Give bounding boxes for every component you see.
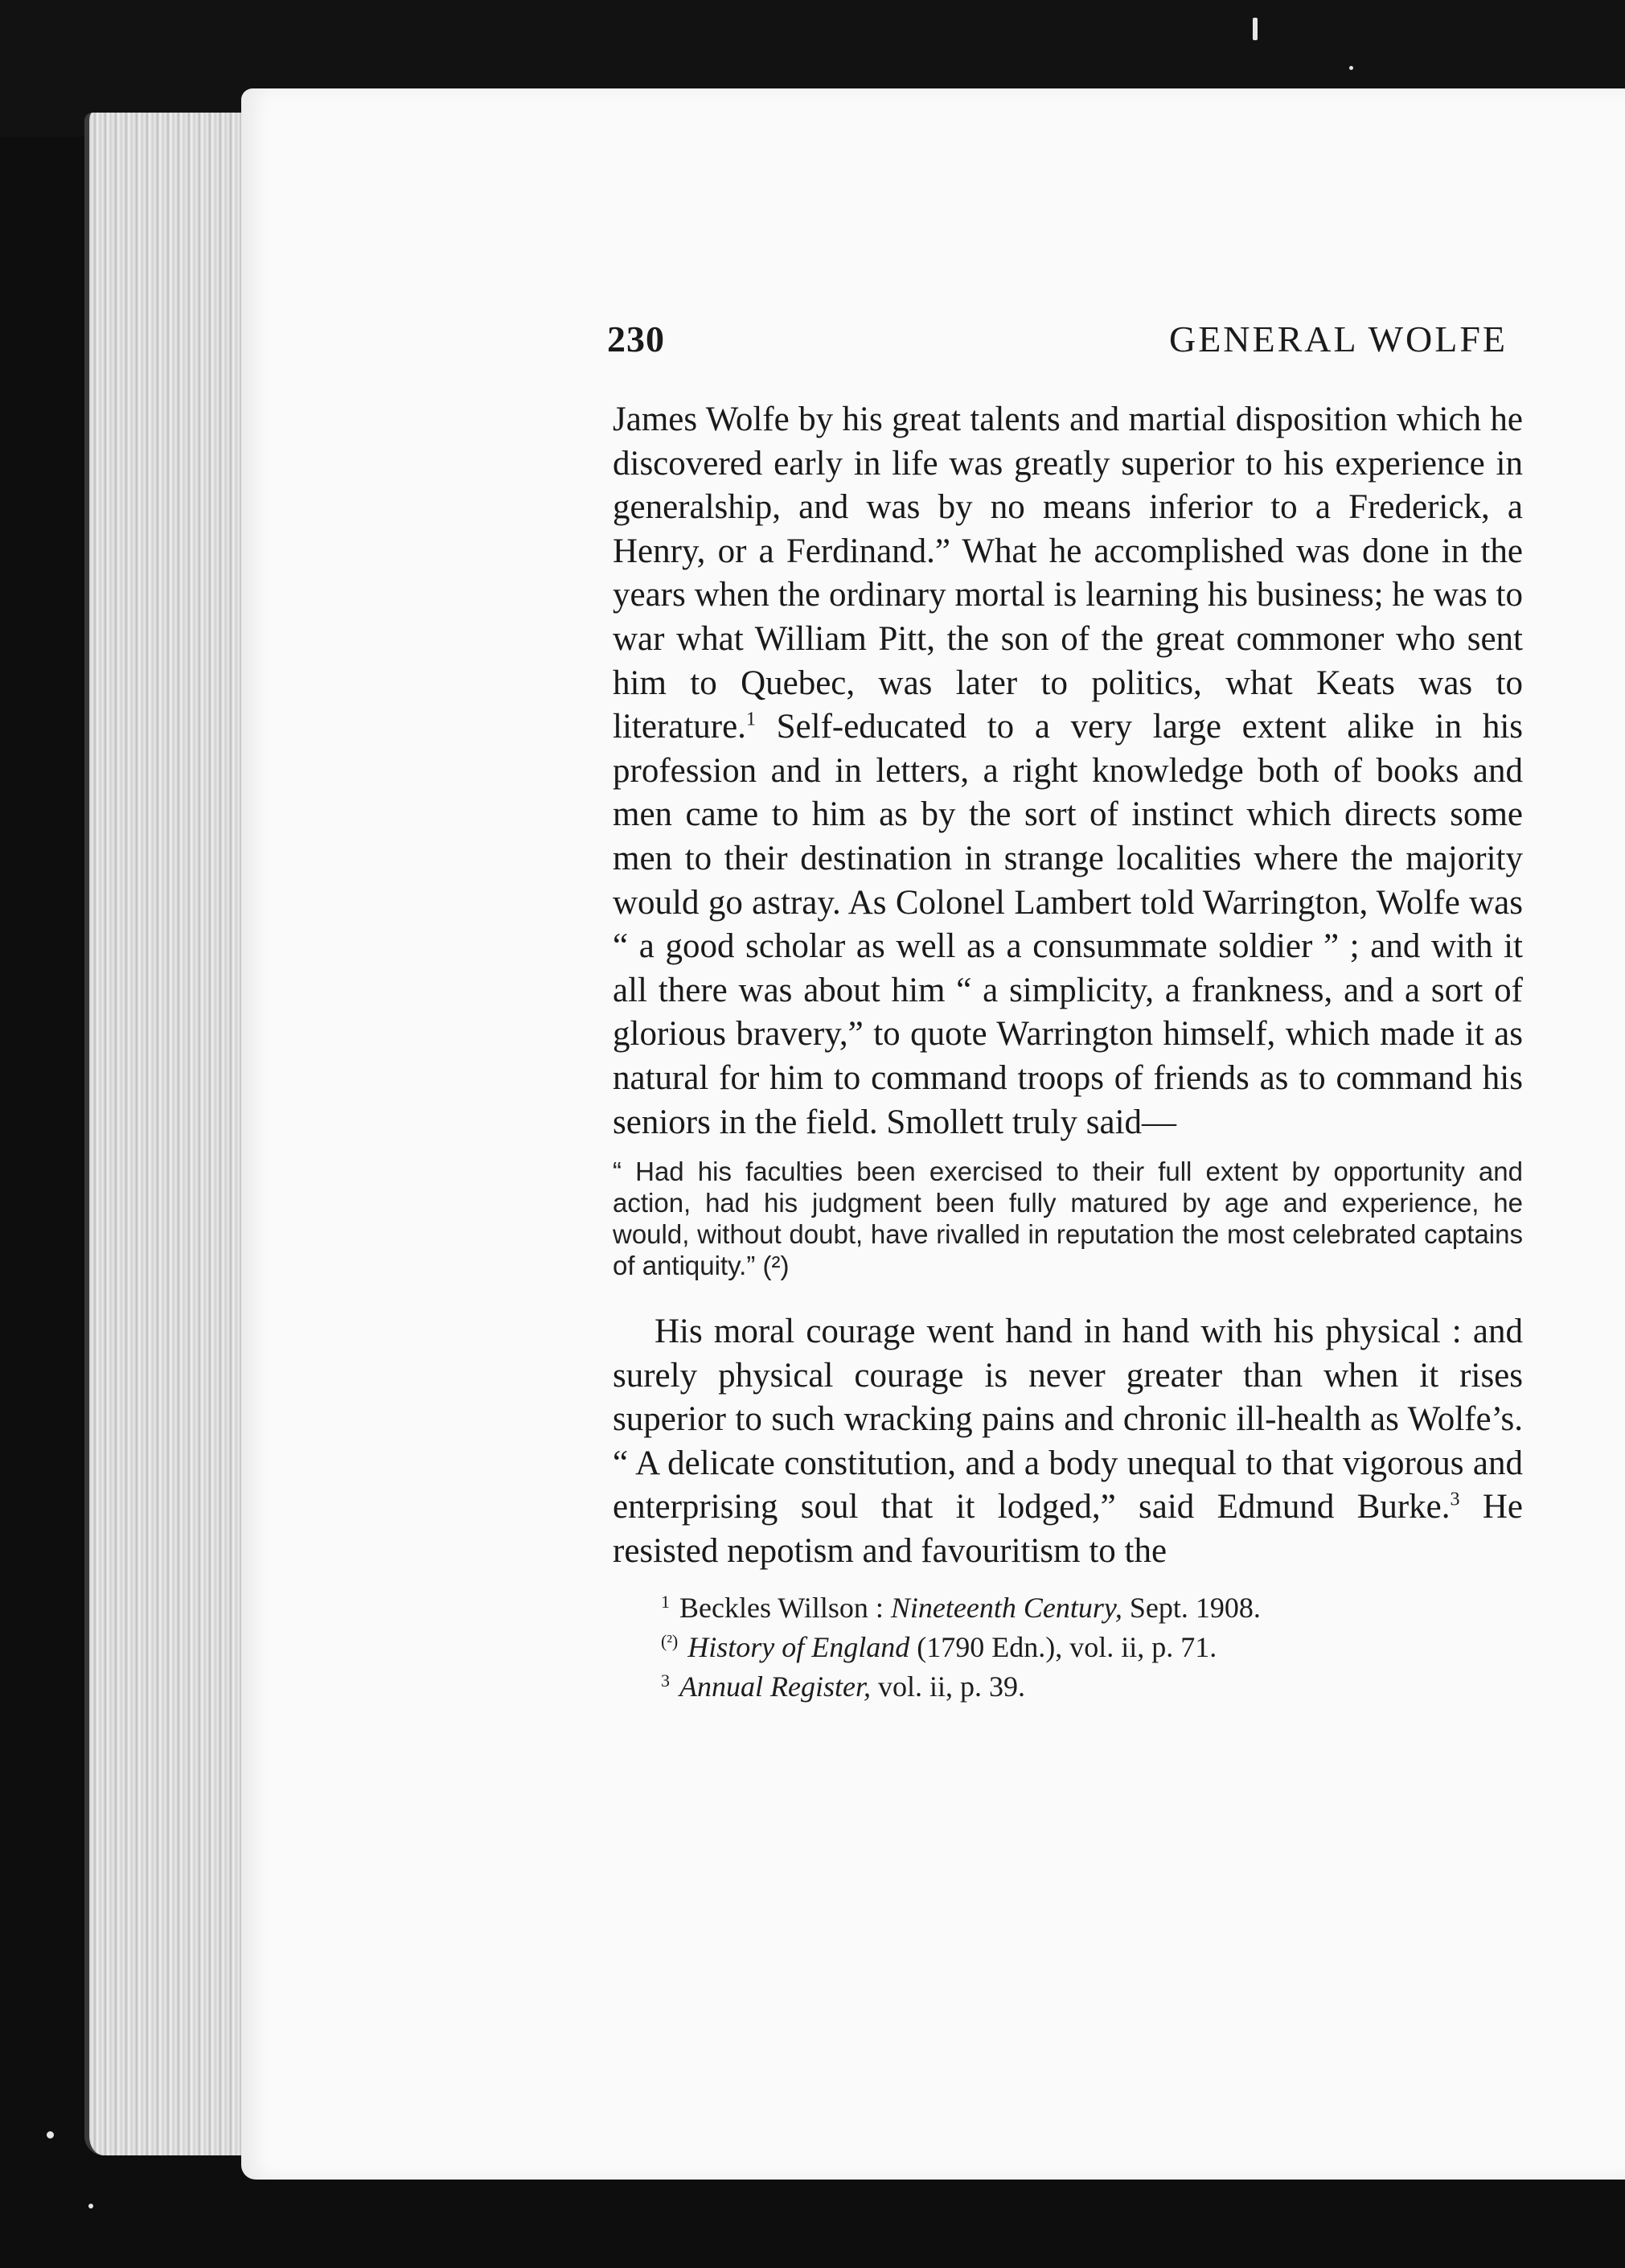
footnote-ref-1: 1 <box>745 709 756 730</box>
footnote-details: vol. ii, p. 39. <box>870 1670 1025 1703</box>
paragraph-1 <box>613 398 1523 1144</box>
paragraph-2-part-b: He resisted nepotism and favouritism to the <box>613 1488 1523 1571</box>
footnote-ref-3: 3 <box>1450 1489 1460 1511</box>
page-number: 230 <box>607 318 665 360</box>
scan-speck <box>47 2131 54 2139</box>
footnote-2 <box>661 1625 1523 1664</box>
footnote-details: (1790 Edn.), vol. ii, p. 71. <box>909 1630 1217 1663</box>
footnote-1 <box>661 1585 1523 1625</box>
footnote-3 <box>661 1664 1523 1703</box>
paragraph-1-part-a: James Wolfe by his great talents and martial disposition which he discovered early in life was greatly superior to his experience in generalship, and was by no means inferior to a Frederick, a Henry, or a Ferdinand.” What he accomplished was done in the years when the ordinary mortal is learning his business; he was to war what William Pitt, the son of the great commoner who sent him to Quebec, was later to politics, what Keats was to literature. <box>613 401 1523 746</box>
footnote-title: History of England <box>687 1630 910 1663</box>
footnote-details: Sept. 1908. <box>1122 1591 1261 1624</box>
footnote-title: Nineteenth Century, <box>890 1591 1122 1624</box>
running-title: GENERAL WOLFE <box>1168 318 1508 360</box>
text-block <box>613 398 1523 1703</box>
scan-speck <box>88 2204 93 2208</box>
block-quote <box>613 1156 1523 1281</box>
paragraph-1-part-b: Self-educated to a very large extent alike in his profession and in letters, a right knowledge both of books and men came to him as by the sort of instinct which directs some men to their destination in strange localities where the majority would go astray. As Colonel Lambert told Warrington, Wolfe was “ a good scholar as well as a consummate soldier ” ; and with it all there was about him “ a simplicity, a frankness, and a sort of glorious bravery,” to quote Warrington himself, which made it as natural for him to command troops of friends as to command his seniors in the field. Smollett truly said— <box>613 708 1523 1141</box>
paragraph-2-part-a: His moral courage went hand in hand with his physical : and surely physical courage is never greater than when it rises superior to such wracking pains and chronic ill-health as Wolfe’s. “ A delicate constitution, and a body unequal to that vigorous and enterprising soul that it lodged,” said Edmund Burke. <box>613 1313 1523 1526</box>
footnote-marker: (²) <box>661 1630 679 1651</box>
footnote-marker: 3 <box>661 1670 670 1691</box>
footnote-title: Annual Register, <box>679 1670 871 1703</box>
footnote-marker: 1 <box>661 1591 670 1612</box>
paragraph-2 <box>613 1310 1523 1574</box>
scan-speck <box>1253 18 1258 40</box>
block-quote-text: “ Had his faculties been exercised to their full extent by opportunity and action, had his judgment been fully matured by age and experience, he would, without doubt, have rivalled in reputation the most celebrated captains of antiquity.” <box>613 1157 1523 1281</box>
footnote-author: Beckles Willson : <box>679 1591 884 1624</box>
running-head <box>607 318 1508 374</box>
scan-speck <box>1349 66 1353 70</box>
footnote-ref-2: (²) <box>762 1251 790 1281</box>
footnotes <box>613 1585 1523 1703</box>
